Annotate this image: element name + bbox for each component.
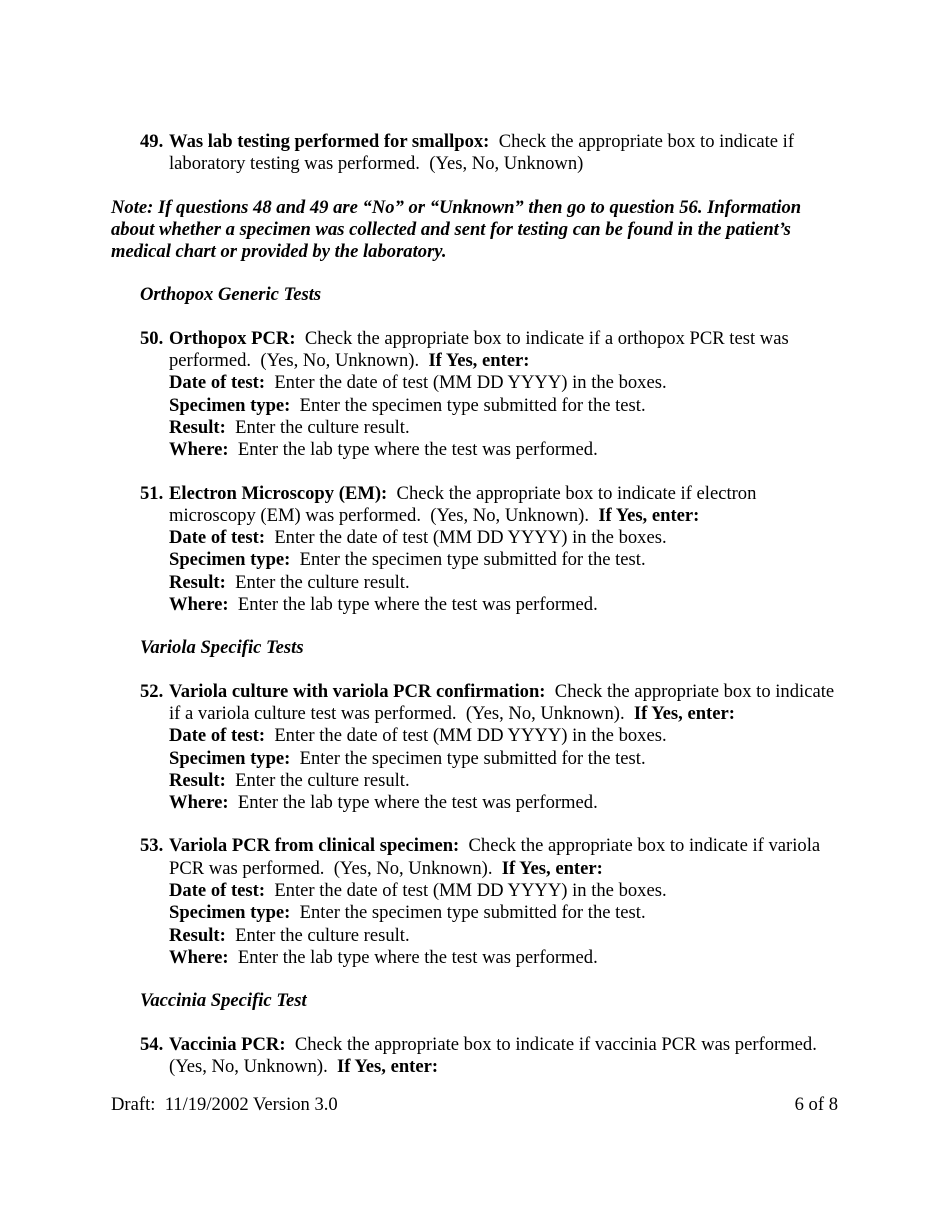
detail-line-result bbox=[169, 417, 839, 439]
detail-text: Enter the culture result. bbox=[225, 416, 410, 438]
detail-label: Specimen type: bbox=[169, 902, 291, 924]
draft-version-label: Draft: 11/19/2002 Version 3.0 bbox=[111, 1094, 338, 1115]
item-description: Check the appropriate box to indicate if variola PCR was performed. (Yes, No, Unknown). bbox=[169, 835, 825, 879]
detail-label: Where: bbox=[169, 439, 229, 461]
detail-label: Specimen type: bbox=[169, 394, 291, 416]
item-number: 53. bbox=[140, 835, 164, 857]
detail-line-date bbox=[169, 372, 839, 394]
item-number: 52. bbox=[140, 680, 164, 702]
question-lead bbox=[140, 131, 839, 176]
question-lead bbox=[140, 680, 839, 726]
question-lead bbox=[140, 1033, 839, 1079]
item-description: Check the appropriate box to indicate if electron microscopy (EM) was performed. (Yes, No, Unknown). bbox=[169, 482, 762, 526]
detail-label: Result: bbox=[169, 924, 226, 946]
page-body bbox=[111, 131, 839, 1099]
item-title: Variola culture with variola PCR confirmation: bbox=[169, 680, 546, 702]
detail-text: Enter the specimen type submitted for the test. bbox=[290, 902, 646, 924]
question-item-51 bbox=[111, 483, 839, 617]
detail-line-specimen bbox=[169, 549, 839, 571]
item-title: Variola PCR from clinical specimen: bbox=[169, 835, 460, 857]
detail-label: Where: bbox=[169, 946, 229, 968]
detail-line-result bbox=[169, 770, 839, 792]
question-item-54 bbox=[111, 1034, 839, 1079]
detail-text: Enter the culture result. bbox=[225, 924, 410, 946]
section-heading-vaccinia: Vaccinia Specific Test bbox=[140, 990, 307, 1012]
item-description: Check the appropriate box to indicate if a orthopox PCR test was performed. (Yes, No, Unknown). bbox=[169, 327, 794, 372]
detail-label: Result: bbox=[169, 416, 226, 438]
page-number: 6 of 8 bbox=[794, 1094, 838, 1115]
detail-text: Enter the date of test (MM DD YYYY) in the boxes. bbox=[265, 372, 667, 394]
detail-text: Enter the lab type where the test was performed. bbox=[228, 439, 598, 461]
item-number: 54. bbox=[140, 1033, 164, 1055]
detail-line-date bbox=[169, 880, 839, 902]
detail-line-where bbox=[169, 792, 839, 814]
detail-text: Enter the lab type where the test was performed. bbox=[228, 792, 598, 814]
detail-text: Enter the culture result. bbox=[225, 769, 410, 791]
detail-label: Date of test: bbox=[169, 372, 266, 394]
item-number: 50. bbox=[140, 327, 164, 349]
detail-line-specimen bbox=[169, 395, 839, 417]
detail-text: Enter the lab type where the test was performed. bbox=[228, 946, 598, 968]
question-lead bbox=[140, 327, 839, 373]
detail-text: Enter the culture result. bbox=[225, 571, 410, 593]
detail-text: Enter the lab type where the test was performed. bbox=[228, 594, 598, 616]
if-yes-enter-label: If Yes, enter: bbox=[633, 702, 735, 724]
detail-label: Specimen type: bbox=[169, 549, 291, 571]
item-number: 51. bbox=[140, 482, 164, 504]
detail-label: Date of test: bbox=[169, 527, 266, 549]
detail-line-specimen bbox=[169, 902, 839, 924]
question-item-49 bbox=[111, 131, 839, 176]
item-title: Was lab testing performed for smallpox: bbox=[169, 131, 490, 152]
detail-line-result bbox=[169, 925, 839, 947]
question-item-53 bbox=[111, 835, 839, 969]
if-yes-enter-label: If Yes, enter: bbox=[501, 857, 603, 879]
page-footer bbox=[111, 1094, 838, 1116]
if-yes-enter-label: If Yes, enter: bbox=[337, 1055, 439, 1077]
section-heading-orthopox: Orthopox Generic Tests bbox=[140, 284, 322, 306]
item-title: Orthopox PCR: bbox=[169, 327, 296, 349]
detail-line-result bbox=[169, 572, 839, 594]
detail-text: Enter the date of test (MM DD YYYY) in the boxes. bbox=[265, 725, 667, 747]
detail-text: Enter the date of test (MM DD YYYY) in the boxes. bbox=[265, 880, 667, 902]
detail-line-where bbox=[169, 439, 839, 461]
detail-label: Result: bbox=[169, 571, 226, 593]
note-paragraph: Note: If questions 48 and 49 are “No” or “Unknown” then go to question 56. Information about whether a specimen was collected and sent for testing can be found in the patient’s medical chart or provided by the laboratory. bbox=[111, 196, 802, 263]
detail-text: Enter the specimen type submitted for the test. bbox=[290, 394, 646, 416]
item-title: Electron Microscopy (EM): bbox=[169, 482, 388, 504]
detail-label: Result: bbox=[169, 769, 226, 791]
question-item-50 bbox=[111, 328, 839, 462]
item-description: Check the appropriate box to indicate if laboratory testing was performed. (Yes, No, Unknown) bbox=[169, 131, 799, 175]
detail-line-where bbox=[169, 947, 839, 969]
detail-line-date bbox=[169, 527, 839, 549]
item-description: Check the appropriate box to indicate if vaccinia PCR was performed. (Yes, No, Unknown). bbox=[169, 1033, 827, 1077]
detail-label: Date of test: bbox=[169, 725, 266, 747]
question-item-52 bbox=[111, 681, 839, 815]
detail-label: Where: bbox=[169, 792, 229, 814]
detail-text: Enter the date of test (MM DD YYYY) in the boxes. bbox=[265, 527, 667, 549]
if-yes-enter-label: If Yes, enter: bbox=[598, 504, 700, 526]
item-description: Check the appropriate box to indicate if a variola culture test was performed. (Yes, No, Unknown). bbox=[169, 680, 839, 724]
detail-label: Where: bbox=[169, 594, 229, 616]
detail-line-date bbox=[169, 725, 839, 747]
section-heading-variola: Variola Specific Tests bbox=[140, 637, 304, 659]
detail-label: Date of test: bbox=[169, 880, 266, 902]
question-lead bbox=[140, 835, 839, 880]
detail-line-where bbox=[169, 594, 839, 616]
detail-text: Enter the specimen type submitted for the test. bbox=[290, 549, 646, 571]
item-number: 49. bbox=[140, 131, 164, 152]
detail-label: Specimen type: bbox=[169, 747, 291, 769]
detail-line-specimen bbox=[169, 748, 839, 770]
if-yes-enter-label: If Yes, enter: bbox=[428, 350, 530, 372]
detail-text: Enter the specimen type submitted for the test. bbox=[290, 747, 646, 769]
question-lead bbox=[140, 482, 839, 528]
item-title: Vaccinia PCR: bbox=[169, 1033, 286, 1055]
